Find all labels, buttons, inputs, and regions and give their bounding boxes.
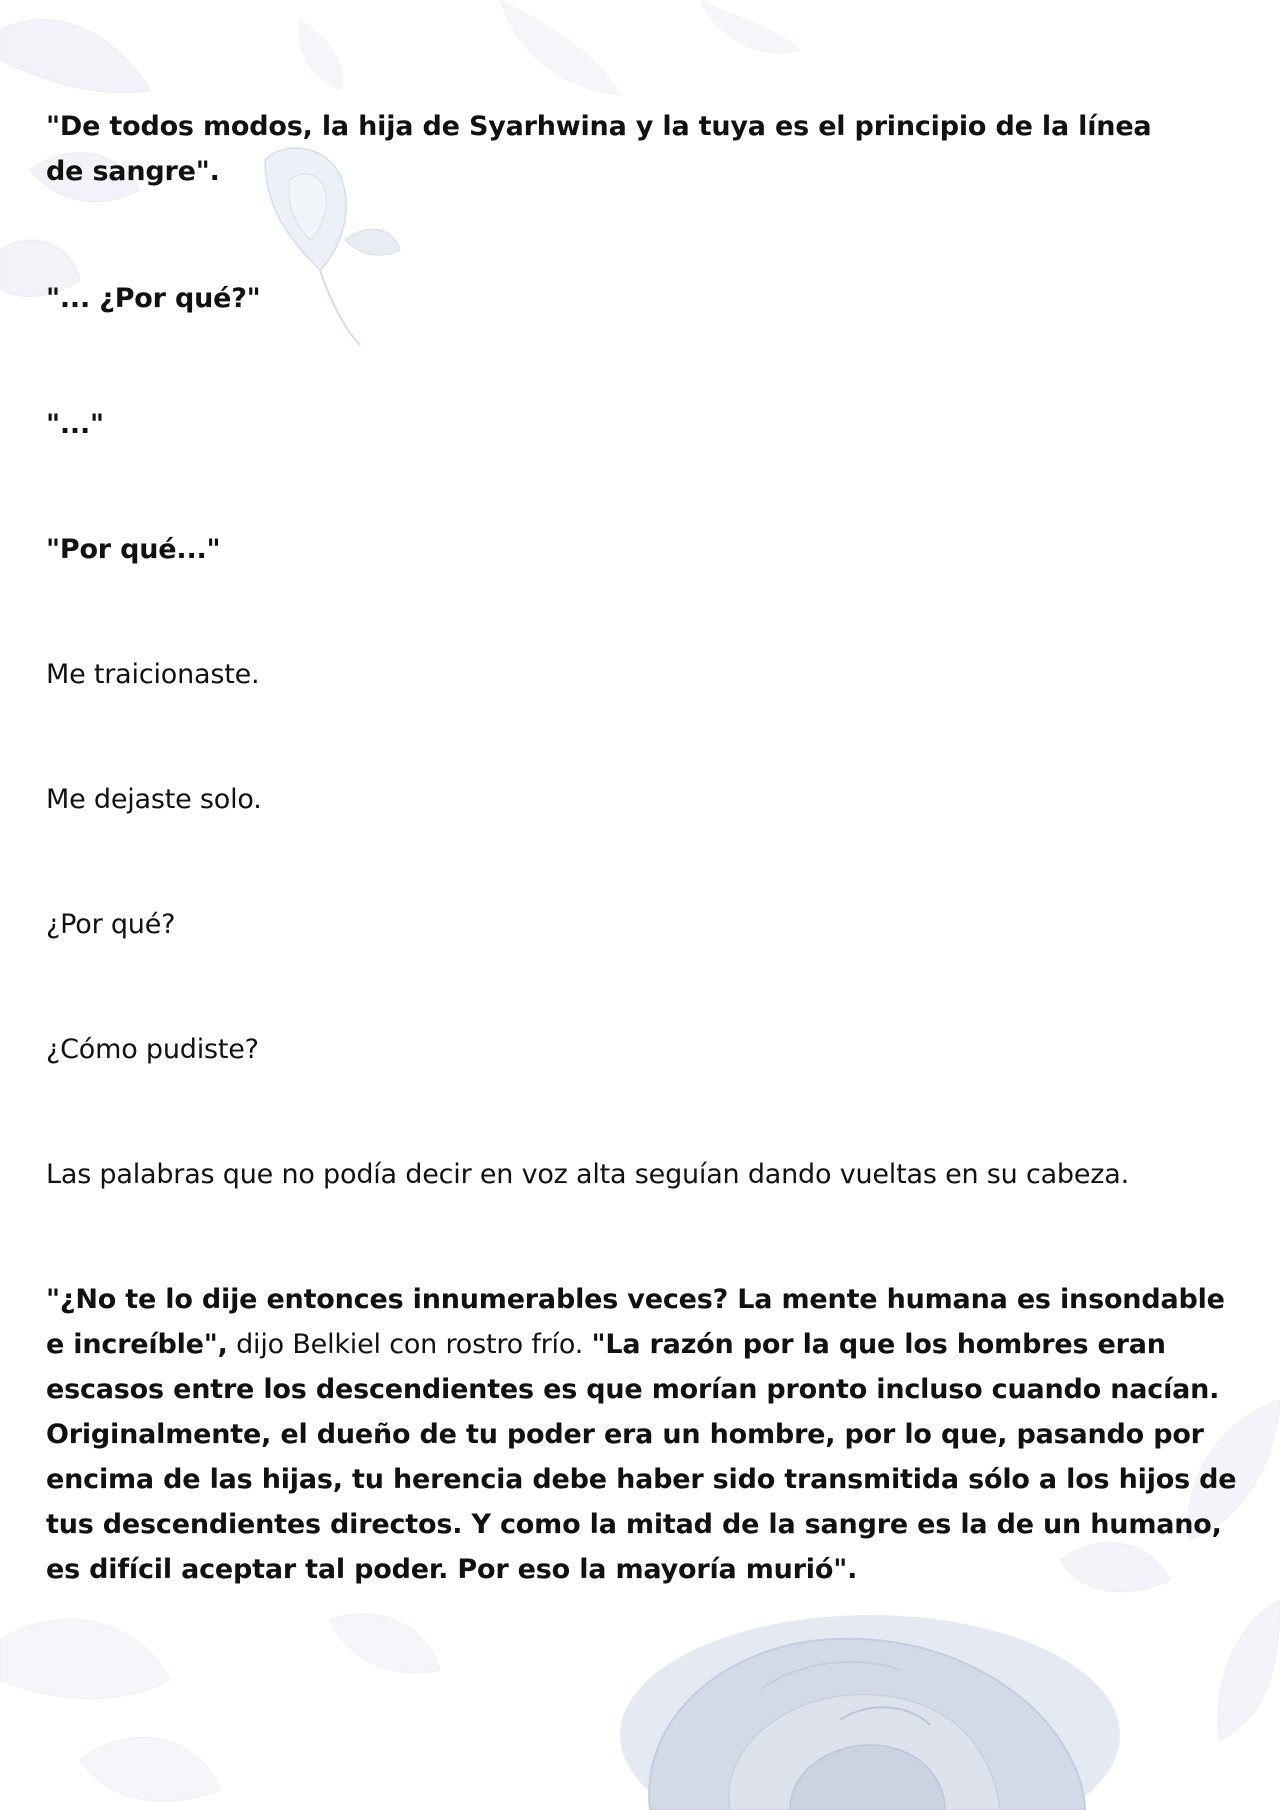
dialogue-paragraph: "Por qué..." (46, 534, 221, 565)
dialogue-text: "¿No te lo dije entonces innumerables veces? La mente humana es insondable e increíble", (46, 1284, 1225, 1360)
dialogue-paragraph: "... ¿Por qué?" (46, 283, 261, 314)
narration-text: dijo Belkiel con rostro frío. (227, 1329, 592, 1360)
dialogue-text: "La razón por la que los hombres eran escasos entre los descendientes es que morían pronto incluso cuando nacían. Originalmente, el dueño de tu poder era un hombre, por lo que, pasando por encima de las hijas, tu herencia debe haber sido transmitida sólo a los hijos de tus descendientes directos. Y como la mitad de la sangre es la de un humano, es difícil aceptar tal poder. Por eso la mayoría murió". (46, 1329, 1237, 1585)
mixed-paragraph (46, 1277, 1246, 1592)
dialogue-paragraph: "..." (46, 409, 104, 440)
narration-paragraph: Me traicionaste. (46, 659, 260, 690)
narration-paragraph: ¿Por qué? (46, 909, 176, 940)
narration-paragraph: ¿Cómo pudiste? (46, 1034, 259, 1065)
rose-illustration (620, 1615, 1120, 1810)
dialogue-paragraph: "De todos modos, la hija de Syarhwina y la tuya es el principio de la línea de sangre". (46, 111, 1152, 187)
narration-paragraph: Me dejaste solo. (46, 784, 262, 815)
narration-paragraph: Las palabras que no podía decir en voz alta seguían dando vueltas en su cabeza. (46, 1159, 1129, 1190)
